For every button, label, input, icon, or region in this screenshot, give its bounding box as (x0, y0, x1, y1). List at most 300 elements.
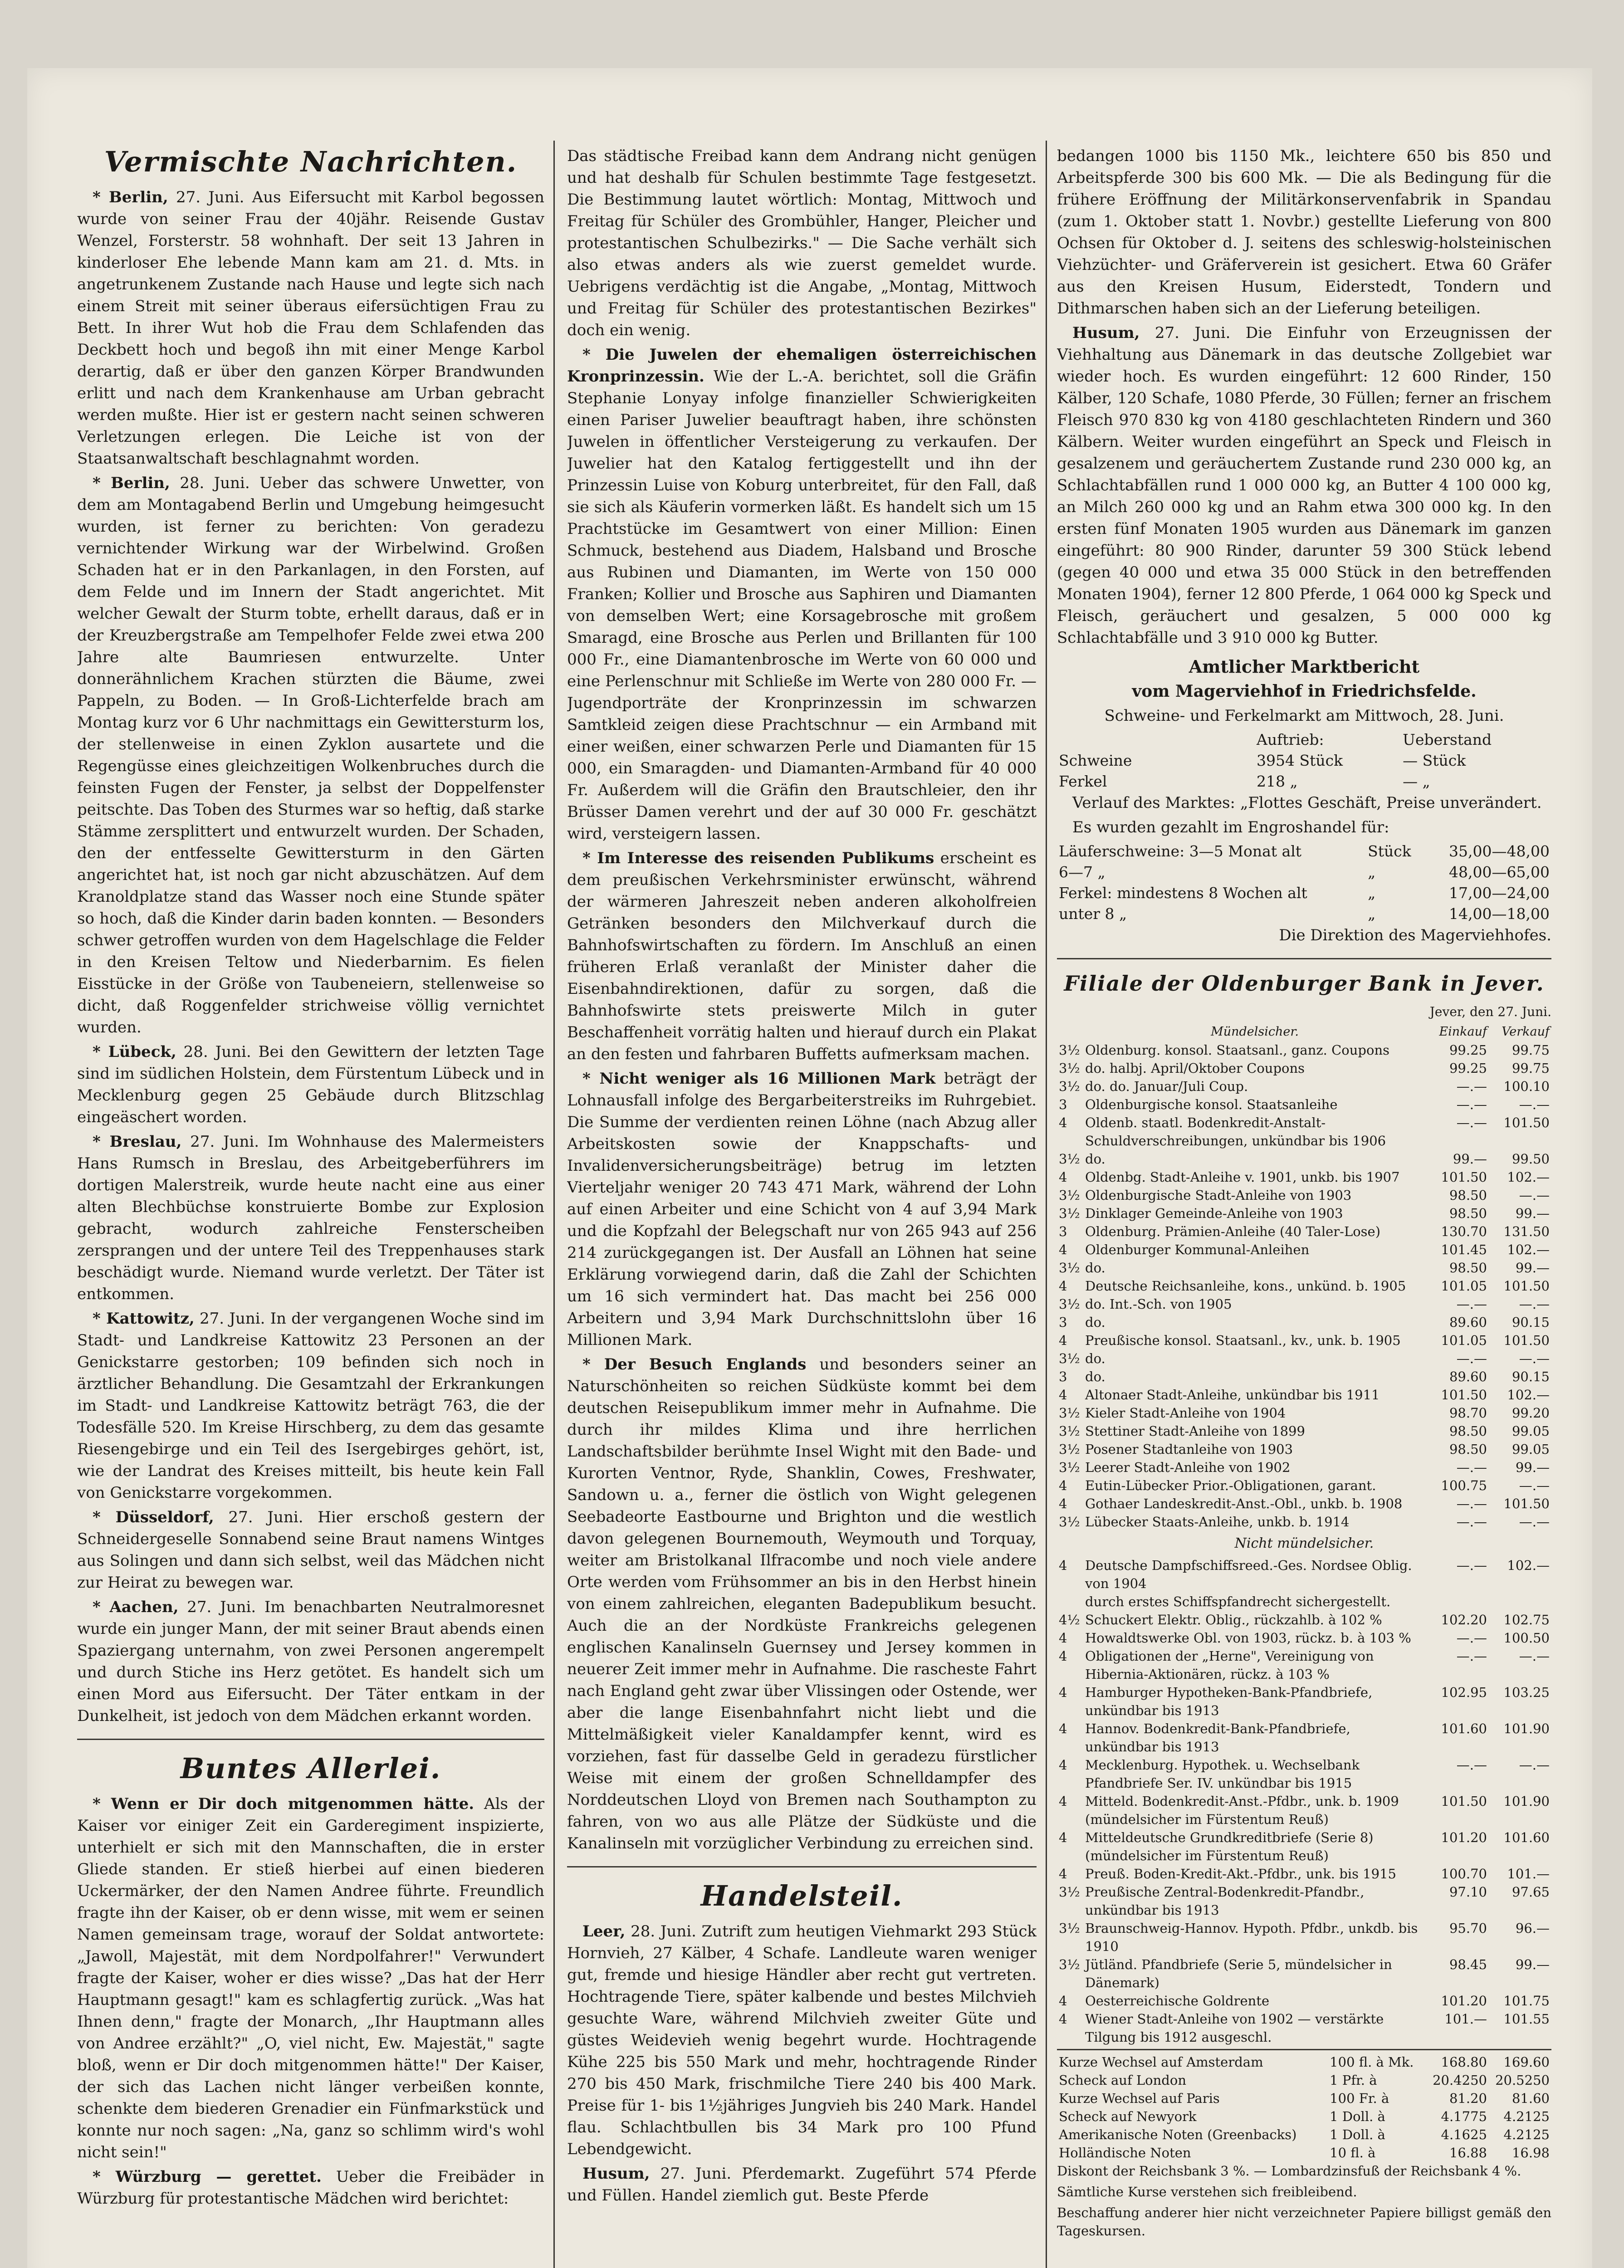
news-item-text: bedangen 1000 bis 1150 Mk., leichtere 650 bis 850 und Arbeitspferde 300 bis 600 Mk. — Die als Bedingung für die frühere Eröffnung der Militärkonservenfabrik in Spandau (zum 1. Oktober statt 1. Novbr.) gestellte Lieferung von 800 Ochsen für Oktober d. J. seitens des schleswig-holsteinischen Viehzüchter- und Gräferverein ist gesichert. Etwa 60 Gräfer aus den Kreisen Husum, Eiderstedt, Tondern und Dithmarschen haben sich an der Lieferung beteiligen. (1057, 147, 1551, 318)
market-subtitle: Schweine- und Ferkelmarkt am Mittwoch, 28. Juni. (1104, 707, 1504, 725)
rate-row-name: do. (1085, 1315, 1105, 1330)
bank-footer: Diskont der Reichsbank 3 %. — Lombardzinsfuß der Reichsbank 4 %. (1057, 2163, 1521, 2179)
news-item-text: 27. Juni. Aus Eifersucht mit Karbol begossen wurde von seiner Frau der 40jähr. Reisende Gustav Wenzel, Forsterstr. 58 wohnhaft. Der seit 13 Jahren in kinderloser Ehe lebende Mann kam am 21. d. Mts. in angetrunkenem Zustande nach Hause und legte sich nach einem Streit mit seiner überaus eifersüchtigen Frau zu Bett. In ihrer Wut hob die Frau dem Schlafenden das Deckbett hoch und begoß ihn mit einer Menge Karbol derartig, daß er über den ganzen Körper Brandwunden erlitt und nach dem Krankenhause am Urban gebracht werden mußte. Hier ist er gestern nacht seinen schweren Verletzungen erlegen. Die Leiche ist von der Staatsanwaltschaft beschlagnahmt worden. (77, 188, 544, 468)
bank-rates (1057, 971, 1551, 2240)
news-item-text: erscheint es dem preußischen Verkehrsminister erwünscht, während der wärmeren Jahreszeit neben anderen alkoholfreien Getränken besonders den Milchverkauf durch die Bahnhofswirtschaften zu fördern. Im Anschluß an einen früheren Erlaß veranlaßt der Minister daher die Eisenbahndirektionen, dafür zu sorgen, daß die Bahnhofswirte stets preiswerte Milch in guter Beschaffenheit vorrätig halten und hierauf durch ein Plakat an den festen und fahrbaren Buffetts aufmerksam machen. (567, 849, 1037, 1063)
rate-row-percent: 4 (1059, 1993, 1067, 2009)
market-title-2: vom Magerviehhof in Friedrichsfelde. (1132, 682, 1477, 701)
rate-row-verkauf (1489, 1593, 1551, 1611)
rate-row (1057, 1647, 1551, 1683)
market-title: Amtlicher Marktbericht (1189, 656, 1420, 677)
exchange-row-quote: 10 fl. à (1330, 2145, 1376, 2160)
rate-row-percent: 3 (1059, 1224, 1067, 1239)
rate-row-percent: 4 (1059, 2011, 1067, 2027)
divider (1057, 2049, 1551, 2050)
rate-row-percent: 3½ (1059, 1884, 1080, 1900)
rate-row (1057, 1349, 1551, 1368)
exchange-row-verkauf: 20.5250 (1495, 2072, 1550, 2088)
rate-row-percent: 4 (1059, 1830, 1067, 1845)
rate-row-name: Leerer Stadt-Anleihe von 1902 (1085, 1460, 1291, 1475)
rate-row-einkauf: 100.75 (1441, 1478, 1487, 1493)
exchange-row-name: Amerikanische Noten (Greenbacks) (1059, 2127, 1297, 2142)
rate-row-einkauf: 98.50 (1449, 1442, 1487, 1457)
news-item-text: 27. Juni. In der vergangenen Woche sind im Stadt- und Landkreise Kattowitz 23 Personen an der Genickstarre gestorben; 109 befinden sich noch in ärztlicher Behandlung. Die Gesamtzahl der Erkrankungen im Stadt- und Landkreise Kattowitz beträgt 763, die der Todesfälle 520. Im Kreise Hirschberg, zu dem das gesamte Riesengebirge und ein Teil des Isergebirges gehört, ist, wie der Landrat des Kreises mitteilt, bis heute kein Fall von Genickstarre vorgekommen. (77, 1310, 544, 1502)
rate-row-name: Schuckert Elektr. Oblig., rückzahlb. à 102 % (1085, 1612, 1382, 1628)
rate-row (1057, 1593, 1551, 1611)
rate-row-verkauf: 102.— (1507, 1242, 1550, 1257)
rate-row-einkauf: 97.10 (1449, 1884, 1487, 1900)
rate-row (1057, 2010, 1551, 2046)
rate-row-name: do. (1085, 1351, 1105, 1366)
exchange-row-einkauf: 20.4250 (1433, 2072, 1487, 2088)
news-item (1057, 322, 1551, 649)
rate-row-verkauf: —.— (1519, 1648, 1550, 1664)
rate-row-name: Jütländ. Pfandbriefe (Serie 5, mündelsicher in Dänemark) (1085, 1957, 1392, 1990)
rate-row (1057, 1422, 1551, 1440)
price-row (1057, 862, 1551, 883)
news-item (567, 1354, 1037, 1854)
news-item (77, 1308, 544, 1504)
rate-row (1057, 1386, 1551, 1404)
rate-row (1057, 1095, 1551, 1114)
rate-row-einkauf: 89.60 (1449, 1315, 1487, 1330)
news-item (77, 2166, 544, 2209)
exchange-row-quote: 1 Pfr. à (1330, 2072, 1377, 2088)
rate-row-verkauf: 99.— (1515, 1460, 1550, 1475)
rate-row-name: do. halbj. April/Oktober Coupons (1085, 1061, 1305, 1076)
market-paid: Es wurden gezahlt im Engroshandel für: (1072, 818, 1389, 836)
rate-row-percent: 4 (1059, 1496, 1067, 1511)
rate-row-verkauf: 131.50 (1503, 1224, 1550, 1239)
rate-row (1057, 1368, 1551, 1386)
news-item-text: und besonders seiner an Naturschönheiten so reichen Südküste kommt bei dem deutschen Reisepublikum immer mehr in Aufnahme. Die durch ihr mildes Klima und ihre herrlichen Landschaftsbilder berühmte Insel Wight mit den Bade- und Kurorten Ventnor, Ryde, Shanklin, Cowes, Freshwater, Sandown u. a., ferner die östlich von Wight gelegenen Seebadeorte Eastbourne und Brighton und die westlich davon gelegenen Bournemouth, Weymouth und Torquay, weiter am Bristolkanal Ilfracombe und noch viele andere Orte werden vom Frühsommer an bis in den Herbst hinein von einem zahlreichen, eleganten Badepublikum besucht. Auch die an der Nordküste Frankreichs gelegenen englischen Kanalinseln Guernsey und Jersey kommen in neuerer Zeit immer mehr in Aufnahme. Die rascheste Fahrt nach England geht zwar über Vlissingen oder Ostende, wer aber die lange Eisenbahnfahrt nicht liebt und die Mittelmäßigkeit vieler Kanaldampfer kennt, wird es vorziehen, fast für dasselbe Geld in geradezu fürstlicher Weise mit einem der großen Schnelldampfer des Norddeutschen Lloyd von Bremen nach Southampton zu fahren, von wo aus alle Plätze der Südküste und die Kanalinseln mit vorzüglicher Verbindung zu erreichen sind. (567, 1355, 1037, 1853)
rate-row (1057, 1883, 1551, 1919)
rate-row-name: do. (1085, 1369, 1105, 1384)
news-item-text: Als der Kaiser vor einiger Zeit ein Garderegiment inspizierte, unterhielt er sich mit den Mannschaften, die in erster Gliede standen. Er stieß hierbei auf einen biederen Uckermärker, der den Namen Andree führte. Freundlich fragte ihn der Kaiser, ob er denn wisse, mit wem er seinen Namen gemeinsam trage, worauf der Soldat antwortete: „Jawoll, Majestät, mit dem Nordpolfahrer!" Verwundert fragte der Kaiser, woher er dies wisse? „Das hat der Herr Hauptmann gesagt!" kam es schlagfertig zurück. „Was hat Ihnen denn," fragte der Monarch, „Ihr Hauptmann alles von Andree erzählt?" „O, viel nicht, Ew. Majestät," sagte bloß, wenn er Dir doch mitgenommen hätte!" Der Kaiser, der sich das Lachen nicht länger verbeißen konnte, schenkte dem biederen Grenadier ein Fünfmarkstück und konnte nur noch sagen: „Na, ganz so schlimm wird's wohl nicht sein!" (77, 1795, 544, 2161)
rate-row-percent: 3½ (1059, 1206, 1080, 1221)
rate-row-name: Obligationen der „Herne", Vereinigung von Hibernia-Aktionären, rückz. à 103 % (1085, 1648, 1374, 1682)
rate-row (1057, 1756, 1551, 1792)
rate-row-verkauf: 102.— (1507, 1387, 1550, 1403)
exchange-row-name: Holländische Noten (1059, 2145, 1191, 2160)
rate-row (1057, 1495, 1551, 1513)
rate-row (1057, 1458, 1551, 1476)
sec-nicht-muendelsicher: Nicht mündelsicher. (1234, 1535, 1374, 1551)
news-item-text: 27. Juni. Im Wohnhause des Malermeisters Hans Rumsch in Breslau, des Arbeitgeberführers im dortigen Malerstreik, wurde heute nacht eine aus einer alten Blechbüchse konstruierte Bombe zur Explosion gebracht, wodurch zahlreiche Fensterscheiben zersprangen und der untere Teil des Treppenhauses stark beschädigt wurde. Niemand wurde verletzt. Der Täter ist entkommen. (77, 1133, 544, 1303)
rate-row-einkauf: 98.50 (1449, 1260, 1487, 1276)
rate-row-percent: 3 (1059, 1315, 1067, 1330)
rate-row-name: Hannov. Bodenkredit-Bank-Pfandbriefe, unkündbar bis 1913 (1085, 1721, 1350, 1755)
rate-row-einkauf: 101.50 (1441, 1387, 1487, 1403)
rate-row-einkauf: 101.60 (1441, 1721, 1487, 1736)
rate-row-einkauf: —.— (1456, 1630, 1487, 1646)
rate-row (1057, 1277, 1551, 1295)
rate-row (1057, 1792, 1551, 1828)
rate-row-einkauf: 100.70 (1441, 1866, 1487, 1882)
price-row-price: 17,00—24,00 (1449, 884, 1550, 902)
rate-row (1057, 1059, 1551, 1077)
rate-row-verkauf: 102.— (1507, 1558, 1550, 1573)
rate-row-name: Hamburger Hypotheken-Bank-Pfandbriefe, unkündbar bis 1913 (1085, 1685, 1373, 1718)
rate-row-einkauf: 98.70 (1449, 1405, 1487, 1421)
rate-row-einkauf: 99.— (1453, 1151, 1487, 1167)
news-item-lead: * Berlin, (93, 474, 170, 492)
bank-title: Filiale der Oldenburger Bank in Jever. (1064, 971, 1545, 996)
exchange-row-name: Scheck auf Newyork (1059, 2109, 1197, 2124)
rate-row-percent: 3½ (1059, 1079, 1080, 1094)
price-row-unit: Stück (1368, 842, 1411, 860)
rate-row-einkauf: 101.05 (1441, 1333, 1487, 1348)
rate-row-einkauf: —.— (1456, 1097, 1487, 1112)
exchange-row-verkauf: 169.60 (1503, 2054, 1550, 2070)
rate-row-name: Kieler Stadt-Anleihe von 1904 (1085, 1405, 1286, 1421)
news-item-lead: * Breslau, (93, 1133, 182, 1151)
rate-row (1057, 1222, 1551, 1241)
rate-row (1057, 1720, 1551, 1756)
section-heading-handelsteil: Handelsteil. (700, 1879, 903, 1912)
rate-row-percent: 3 (1059, 1369, 1067, 1384)
rate-row-verkauf: 96.— (1515, 1921, 1550, 1936)
news-item (77, 186, 544, 469)
rate-row-verkauf: 101.75 (1503, 1993, 1550, 2009)
rate-row (1057, 1955, 1551, 1992)
bank-footer-2: Sämtliche Kurse verstehen sich freibleibend. (1057, 2184, 1357, 2200)
exchange-row-verkauf: 4.2125 (1503, 2127, 1550, 2142)
rate-row-percent: 4 (1059, 1721, 1067, 1736)
news-item-lead: Husum, (582, 2165, 650, 2183)
rate-row-einkauf: 101.50 (1441, 1169, 1487, 1185)
exchange-row (1057, 2107, 1551, 2126)
rate-row-name: Preußische Zentral-Bodenkredit-Pfandbr., unkündbar bis 1913 (1085, 1884, 1365, 1918)
sec-muendelsicher: Mündelsicher. (1211, 1025, 1299, 1039)
rate-row (1057, 1186, 1551, 1204)
rate-row-name: Wiener Stadt-Anleihe von 1902 — verstärkte Tilgung bis 1912 ausgeschl. (1085, 2011, 1384, 2045)
rate-row-name: Oldenburg. konsol. Staatsanl., ganz. Coupons (1085, 1042, 1390, 1058)
rate-row-einkauf: —.— (1456, 1460, 1487, 1475)
rate-row-percent: 3½ (1059, 1957, 1080, 1972)
news-items (567, 1921, 1037, 2206)
rate-row-name: do. (1085, 1260, 1105, 1276)
rate-row-einkauf: —.— (1456, 1296, 1487, 1312)
rate-row-verkauf: 90.15 (1511, 1369, 1550, 1384)
rate-row-percent: 4 (1059, 1794, 1067, 1809)
rate-row (1057, 1513, 1551, 1531)
rate-row (1057, 1241, 1551, 1259)
exchange-row-einkauf: 16.88 (1449, 2145, 1487, 2160)
news-item-lead: * Lübeck, (93, 1043, 176, 1061)
rate-row-verkauf: 101.90 (1503, 1721, 1550, 1736)
news-items (1057, 145, 1551, 649)
col-einkauf: Einkauf (1439, 1025, 1487, 1039)
rate-row-verkauf: 101.50 (1503, 1115, 1550, 1130)
rate-row-percent: 4 (1059, 1478, 1067, 1493)
market-row-ueberstand: — Stück (1403, 752, 1466, 769)
news-items (77, 1793, 544, 2209)
rate-row-percent: 4 (1059, 1387, 1067, 1403)
exchange-row-verkauf: 4.2125 (1503, 2109, 1550, 2124)
rate-row-name: Oldenburg. Prämien-Anleihe (40 Taler-Lose) (1085, 1224, 1381, 1239)
rate-row-percent: 3½ (1059, 1442, 1080, 1457)
rate-row (1057, 1440, 1551, 1458)
rate-row-percent: 3½ (1059, 1405, 1080, 1421)
rate-row-percent: 4 (1059, 1333, 1067, 1348)
rate-row-percent: 4 (1059, 1169, 1067, 1185)
market-row-ueberstand: — „ (1403, 772, 1430, 790)
rate-row-name: Oldenburgische Stadt-Anleihe von 1903 (1085, 1188, 1352, 1203)
divider (567, 1866, 1037, 1867)
rate-row-percent: 4 (1059, 1278, 1067, 1294)
rate-row-percent (1057, 1593, 1083, 1611)
rate-row-name: Preuß. Boden-Kredit-Akt.-Pfdbr., unk. bis 1915 (1085, 1866, 1396, 1882)
exchange-row-einkauf: 4.1625 (1441, 2127, 1487, 2142)
rate-row (1057, 1313, 1551, 1331)
rate-row-verkauf: —.— (1519, 1097, 1550, 1112)
exchange-row-quote: 100 Fr. à (1330, 2091, 1389, 2106)
news-item-lead: * Berlin, (93, 188, 168, 206)
rate-row-verkauf: 101.— (1507, 1866, 1550, 1882)
market-col-b: Ueberstand (1403, 731, 1492, 748)
market-row-label: Schweine (1059, 752, 1132, 769)
exchange-row-verkauf: 81.60 (1511, 2091, 1550, 2106)
rate-row (1057, 1556, 1551, 1593)
rate-row-einkauf: —.— (1456, 1079, 1487, 1094)
rate-row-percent: 4 (1059, 1866, 1067, 1882)
exchange-row-verkauf: 16.98 (1511, 2145, 1550, 2160)
rate-row (1057, 1865, 1551, 1883)
rate-row-verkauf: 101.50 (1503, 1278, 1550, 1294)
rate-row (1057, 1295, 1551, 1313)
rate-row-verkauf: 102.— (1507, 1169, 1550, 1185)
market-row-auftrieb: 3954 Stück (1257, 752, 1343, 769)
rate-row-verkauf: 101.50 (1503, 1496, 1550, 1511)
rate-row-name: Dinklager Gemeinde-Anleihe von 1903 (1085, 1206, 1343, 1221)
news-item-lead: * Kattowitz, (93, 1310, 195, 1328)
rate-row-name: Deutsche Dampfschiffsreed.-Ges. Nordsee Oblig. von 1904 (1085, 1558, 1412, 1591)
price-row-unit: „ (1368, 905, 1376, 923)
rate-row-verkauf: 99.20 (1511, 1405, 1550, 1421)
column-rule (553, 141, 555, 2268)
rate-row-percent: 3½ (1059, 1460, 1080, 1475)
section-heading-vermischte: Vermischte Nachrichten. (104, 145, 518, 178)
rate-row-name: Mitteld. Bodenkredit-Anst.-Pfdbr., unk. b. 1909 (mündelsicher im Fürstentum Reuß) (1085, 1794, 1399, 1827)
rate-row-verkauf: 99.— (1515, 1206, 1550, 1221)
rate-row-percent: 4 (1059, 1685, 1067, 1700)
news-items (567, 145, 1037, 1854)
rate-row-percent: 4 (1059, 1757, 1067, 1773)
news-item-text: beträgt der Lohnausfall infolge des Bergarbeiterstreiks im Ruhrgebiet. Die Summe der verdienten reinen Löhne (nach Abzug aller Arbeitskosten sowie der Knappschafts- und Invalidenversicherungsbeiträge) betrug im letzten Vierteljahr weniger 20 743 471 Mark, während der Lohn auf einen Arbeiter und eine Schicht von 4 auf 3,94 Mark und die Kopfzahl der Belegschaft nur von 265 943 auf 256 214 zurückgegangen ist. Der Ausfall an Löhnen hat seine Erklärung vorwiegend darin, daß die Zahl der Schichten um 16 sich vermindert hat. Das macht bei 256 000 Arbeitern und 3,94 Mark Durchschnittslohn über 16 Millionen Mark. (567, 1070, 1037, 1349)
rate-row-verkauf: 90.15 (1511, 1315, 1550, 1330)
news-item-lead: * Düsseldorf, (93, 1508, 214, 1526)
exchange-row (1057, 2126, 1551, 2144)
news-item (77, 1131, 544, 1305)
exchange-row (1057, 2144, 1551, 2162)
price-row-label: Ferkel: mindestens 8 Wochen alt (1059, 884, 1307, 902)
rate-row-verkauf: 101.55 (1503, 2011, 1550, 2027)
rate-row (1057, 1683, 1551, 1720)
column-rule (1046, 141, 1047, 2268)
price-row-price: 35,00—48,00 (1449, 842, 1550, 860)
rate-row-name: Oldenburger Kommunal-Anleihen (1085, 1242, 1310, 1257)
rate-row-percent: 4 (1059, 1630, 1067, 1646)
rate-row-verkauf: 100.50 (1503, 1630, 1550, 1646)
rate-row-verkauf: 99.05 (1511, 1423, 1550, 1439)
divider (77, 1739, 544, 1740)
news-item-text: 28. Juni. Zutrift zum heutigen Viehmarkt 293 Stück Hornvieh, 27 Kälber, 4 Schafe. Landleute waren weniger gut, fremde und hiesige Händler aber recht gut vertreten. Hochtragende Tiere, später kalbende und bestes Milchvieh gesuchte Ware, während Milchvieh zweiter Güte und güstes Weidevieh wenig begehrt wurde. Hochtragende Kühe 225 bis 550 Mark und mehr, hochtragende Rinder 270 bis 450 Mark, frischmilche Tiere 240 bis 400 Mark. Preise für 1- bis 1½jähriges Jungvieh bis 240 Mark. Handel flau. Schlachtbullen bis 34 Mark pro 100 Pfund Lebendgewicht. (567, 1922, 1037, 2158)
rate-row-name: Altonaer Stadt-Anleihe, unkündbar bis 1911 (1085, 1387, 1380, 1403)
rate-row-name: Lübecker Staats-Anleihe, unkb. b. 1914 (1085, 1514, 1350, 1530)
market-report (1057, 656, 1551, 946)
news-item-lead: * Nicht weniger als 16 Millionen Mark (582, 1070, 936, 1088)
market-prices (1057, 841, 1551, 924)
rate-row (1057, 1259, 1551, 1277)
rate-row-name: Eutin-Lübecker Prior.-Obligationen, garant. (1085, 1478, 1376, 1493)
rate-row-verkauf: —.— (1519, 1296, 1550, 1312)
rate-row-name: durch erstes Schiffspfandrecht sichergestellt. (1085, 1594, 1391, 1609)
rate-row-verkauf: —.— (1519, 1478, 1550, 1493)
rate-row-name: Oesterreichische Goldrente (1085, 1993, 1270, 2009)
exchange-row-quote: 1 Doll. à (1330, 2109, 1385, 2124)
rate-row (1057, 1919, 1551, 1955)
rate-row-verkauf: 99.75 (1511, 1061, 1550, 1076)
rate-row-einkauf: 89.60 (1449, 1369, 1487, 1384)
rate-row-einkauf: 101.20 (1441, 1830, 1487, 1845)
section-heading-buntes: Buntes Allerlei. (180, 1752, 441, 1785)
rate-row-einkauf: 98.45 (1449, 1957, 1487, 1972)
market-verlauf: Verlauf des Marktes: „Flottes Geschäft, Preise unverändert. (1072, 794, 1542, 812)
price-row-unit: „ (1368, 884, 1376, 902)
price-row-unit: „ (1368, 863, 1376, 881)
divider (1057, 958, 1551, 959)
market-row (1057, 750, 1551, 771)
news-item (77, 472, 544, 1038)
market-row-label: Ferkel (1059, 772, 1107, 790)
rate-row-einkauf: 95.70 (1449, 1921, 1487, 1936)
rate-row-percent: 3½ (1059, 1296, 1080, 1312)
rate-row-name: do. (1085, 1151, 1105, 1167)
rate-row (1057, 1828, 1551, 1865)
rate-row-verkauf: 97.65 (1511, 1884, 1550, 1900)
exchange-row-name: Kurze Wechsel auf Amsterdam (1059, 2054, 1263, 2070)
exchange-row-name: Kurze Wechsel auf Paris (1059, 2091, 1220, 2106)
rate-row-percent: 3½ (1059, 1260, 1080, 1276)
rate-row-verkauf: 103.25 (1503, 1685, 1550, 1700)
rate-row-einkauf: 98.50 (1449, 1188, 1487, 1203)
rate-row-percent: 4 (1059, 1648, 1067, 1664)
rate-row-percent: 3 (1059, 1097, 1067, 1112)
rate-row-name: do. do. Januar/Juli Coup. (1085, 1079, 1248, 1094)
col-verkauf: Verkauf (1502, 1025, 1550, 1039)
rate-row-percent: 4 (1059, 1558, 1067, 1573)
rate-row-name: Deutsche Reichsanleihe, kons., unkünd. b. 1905 (1085, 1278, 1406, 1294)
rate-row-name: Oldenb. staatl. Bodenkredit-Anstalt-Schuldverschreibungen, unkündbar bis 1906 (1085, 1115, 1386, 1149)
news-items (77, 186, 544, 1727)
rate-row (1057, 1204, 1551, 1222)
rate-row-einkauf: —.— (1456, 1648, 1487, 1664)
news-item (567, 2163, 1037, 2206)
rate-row-einkauf: 101.— (1444, 2011, 1487, 2027)
news-item-lead: Husum, (1072, 324, 1140, 342)
news-item-text: 28. Juni. Ueber das schwere Unwetter, von dem am Montagabend Berlin und Umgebung heimgesucht wurden, ist ferner zu berichten: Von geradezu vernichtender Wirkung war der Wirbelwind. Großen Schaden hat er in den Parkanlagen, in den Forsten, auf dem Felde und im Innern der Stadt angerichtet. Mit welcher Gewalt der Sturm tobte, erhellt daraus, daß er in der Kreuzbergstraße am Tempelhofer Felde zwei etwa 200 Jahre alte Baumriesen entwurzelte. Unter donnerähnlichem Krachen stürzten die Bäume, zwei Pappeln, zu Boden. — In Groß-Lichterfelde brach am Montag kurz vor 6 Uhr nachmittags ein Gewittersturm los, der stellenweise in einen Zyklon ausartete und die Regengüsse eines gleichzeitigen Wolkenbruches durch die feinsten Fugen der Fenster, ja selbst der Doppelfenster peitschte. Das Toben des Sturmes war so heftig, daß starke Stämme zersplittert und entwurzelt wurden. Der Schaden, den der entfesselte Gewittersturm in den Gärten angerichtet hat, ist noch gar nicht abzuschätzen. Auf dem Kranoldplatze stand das Wasser noch eine Stunde später so hoch, daß die Kinder darin baden konnten. — Besonders schwer getroffen wurden von dem Hagelschlage die Felder in den Kreisen Teltow und Niederbarnim. Es fielen Eisstücke in der Größe von Taubeneiern, stellenweise so dicht, daß Roggenfelder strichweise völlig vernichtet wurden. (77, 474, 544, 1036)
news-item-lead: Leer, (582, 1922, 626, 1941)
news-item (77, 1793, 544, 2163)
news-item-text: Wie der L.-A. berichtet, soll die Gräfin Stephanie Lonyay infolge finanzieller Schwierigkeiten einen Pariser Juwelier beauftragt haben, ihre schönsten Juwelen in öffentlicher Versteigerung zu verkaufen. Der Juwelier hat den Katalog fertiggestellt und ihn der Prinzessin Luise von Koburg unterbreitet, für den Fall, daß sie sich als Käuferin vormerken läßt. Es handelt sich um 15 Prachtstücke im Gesamtwert von einer Million: Einen Schmuck, bestehend aus Diadem, Halsband und Brosche aus Rubinen und Diamanten, im Werte von 150 000 Franken; Kollier und Brosche aus Saphiren und Diamanten von demselben Wert; eine Korsagebrosche mit großem Smaragd, eine Brosche aus Perlen und Brillanten für 100 000 Fr., eine Diamantenbrosche im Werte von 60 000 und eine Perlenschnur mit Schließe im Werte von 280 000 Fr. — Jugendporträte der Kronprinzessin im schwarzen Samtkleid zeigen diese Prachtschnur — ein Armband mit einer weißen, einer schwarzen Perle und Diamanten für 15 000, ein Smaragden- und Diamanten-Armband für 40 000 Fr. Außerdem will die Gräfin den Brautschleier, den ihr Brüsser Damen verehrt und der auf 30 000 Fr. geschätzt wird, versteigern lassen. (567, 367, 1037, 843)
rate-row-name: Preußische konsol. Staatsanl., kv., unk. b. 1905 (1085, 1333, 1401, 1348)
rate-row-verkauf: 101.50 (1503, 1333, 1550, 1348)
news-item-text: 27. Juni. Pferdemarkt. Zugeführt 574 Pferde und Füllen. Handel ziemlich gut. Beste Pferde (567, 2165, 1037, 2204)
rate-row-name: Posener Stadtanleihe von 1903 (1085, 1442, 1293, 1457)
rate-row-einkauf: —.— (1456, 1558, 1487, 1573)
column-1 (77, 145, 544, 2268)
exchange-row-einkauf: 81.20 (1449, 2091, 1487, 2106)
news-item (567, 847, 1037, 1065)
rate-row-einkauf: —.— (1456, 1351, 1487, 1366)
rate-row-verkauf: 99.— (1515, 1260, 1550, 1276)
rate-row-verkauf: 100.10 (1503, 1079, 1550, 1094)
exchange-row-name: Scheck auf London (1059, 2072, 1186, 2088)
exchange-row (1057, 2071, 1551, 2089)
rate-row (1057, 1611, 1551, 1629)
rate-row (1057, 1168, 1551, 1186)
rate-row-einkauf: 102.20 (1441, 1612, 1487, 1628)
rate-row-percent: 3½ (1059, 1188, 1080, 1203)
rate-row (1057, 1629, 1551, 1647)
exchange-table (1057, 2053, 1551, 2162)
rate-row-name: Oldenburgische konsol. Staatsanleihe (1085, 1097, 1338, 1112)
rate-row (1057, 1150, 1551, 1168)
rate-row-einkauf (1426, 1593, 1489, 1611)
rate-row-name: Oldenbg. Stadt-Anleihe v. 1901, unkb. bis 1907 (1085, 1169, 1400, 1185)
rate-row-verkauf: 101.60 (1503, 1830, 1550, 1845)
rate-row-name: Braunschweig-Hannov. Hypoth. Pfdbr., unkdb. bis 1910 (1085, 1921, 1418, 1954)
market-row-auftrieb: 218 „ (1257, 772, 1298, 790)
rate-row-verkauf: —.— (1519, 1351, 1550, 1366)
rate-row-name: Gothaer Landeskredit-Anst.-Obl., unkb. b. 1908 (1085, 1496, 1403, 1511)
price-row-label: 6—7 „ (1059, 863, 1105, 881)
bank-footer-3: Beschaffung anderer hier nicht verzeichneter Papiere billigst gemäß den Tageskursen. (1057, 2205, 1551, 2239)
rate-row-name: Mecklenburg. Hypothek. u. Wechselbank Pfandbriefe Ser. IV. unkündbar bis 1915 (1085, 1757, 1360, 1791)
news-item-lead: * Die Juwelen der ehemaligen österreichischen Kronprinzessin. (567, 346, 1037, 386)
rate-row (1057, 1041, 1551, 1059)
market-col-a: Auftrieb: (1257, 731, 1324, 748)
news-item-lead: * Aachen, (93, 1598, 179, 1616)
rate-row-verkauf: —.— (1519, 1514, 1550, 1530)
news-item-text: Das städtische Freibad kann dem Andrang nicht genügen und hat deshalb für Schulen bestimmte Tage festgesetzt. Die Bestimmung lautet wörtlich: Montag, Mittwoch und Freitag für Schüler des Grombühler, Hanger, Pleicher und protestantischen Schulbezirks." — Die Sache verhält sich also etwas anders als wie zuerst gemeldet wurde. Uebrigens verdächtig ist die Angabe, „Montag, Mittwoch und Freitag für Schüler des protestantischen Bezirkes" doch ein wenig. (567, 147, 1037, 339)
rate-row-name: do. Int.-Sch. von 1905 (1085, 1296, 1232, 1312)
rate-row-einkauf: 130.70 (1441, 1224, 1487, 1239)
rate-row-einkauf: 99.25 (1449, 1042, 1487, 1058)
exchange-row (1057, 2089, 1551, 2107)
newspaper-page (27, 68, 1592, 2268)
rate-row-percent: 3½ (1059, 1151, 1080, 1167)
news-item-text: 27. Juni. Die Einfuhr von Erzeugnissen der Viehhaltung aus Dänemark in das deutsche Zollgebiet war wieder hoch. Es wurden eingeführt: 12 600 Rinder, 150 Kälber, 120 Schafe, 1080 Pferde, 30 Füllen; ferner an frischem Fleisch 970 830 kg von 4180 geschlachteten Rindern und 360 Kälbern. Weiter wurden eingeführt an Speck und Fleisch in gesalzenem und geräuchertem Zustande rund 230 000 kg, an Schlachtabfällen rund 1 000 000 kg, an Butter 4 100 000 kg, an Milch 260 000 kg und an Rahm etwa 300 000 kg. In den ersten fünf Monaten 1905 wurden aus Dänemark im ganzen eingeführt: 80 900 Rinder, darunter 59 300 Stück lebend (gegen 40 000 und etwa 35 000 Stück in den betreffenden Monaten 1904), ferner 12 800 Pferde, 1 064 000 kg Speck und Fleisch, geräuchert und gesalzen, 5 000 000 kg Schlachtabfälle und 3 910 000 kg Butter. (1057, 324, 1551, 647)
market-row (1057, 771, 1551, 792)
rate-row-einkauf: —.— (1456, 1496, 1487, 1511)
news-item (77, 1596, 544, 1727)
rate-row-verkauf: 99.75 (1511, 1042, 1550, 1058)
rate-row-percent: 3½ (1059, 1061, 1080, 1076)
news-item (567, 1921, 1037, 2160)
rate-row-percent: 3½ (1059, 1351, 1080, 1366)
rate-row-percent: 3½ (1059, 1514, 1080, 1530)
rate-row-einkauf: —.— (1456, 1757, 1487, 1773)
rate-row-name: Stettiner Stadt-Anleihe von 1899 (1085, 1423, 1305, 1439)
exchange-row-einkauf: 4.1775 (1441, 2109, 1487, 2124)
news-item-lead: * Der Besuch Englands (582, 1355, 807, 1374)
rate-row-name: Mitteldeutsche Grundkreditbriefe (Serie 8) (mündelsicher im Fürstentum Reuß) (1085, 1830, 1374, 1863)
news-item-lead: * Im Interesse des reisenden Publikums (582, 849, 934, 867)
rate-row-einkauf: 98.50 (1449, 1206, 1487, 1221)
rate-row-einkauf: 101.50 (1441, 1794, 1487, 1809)
